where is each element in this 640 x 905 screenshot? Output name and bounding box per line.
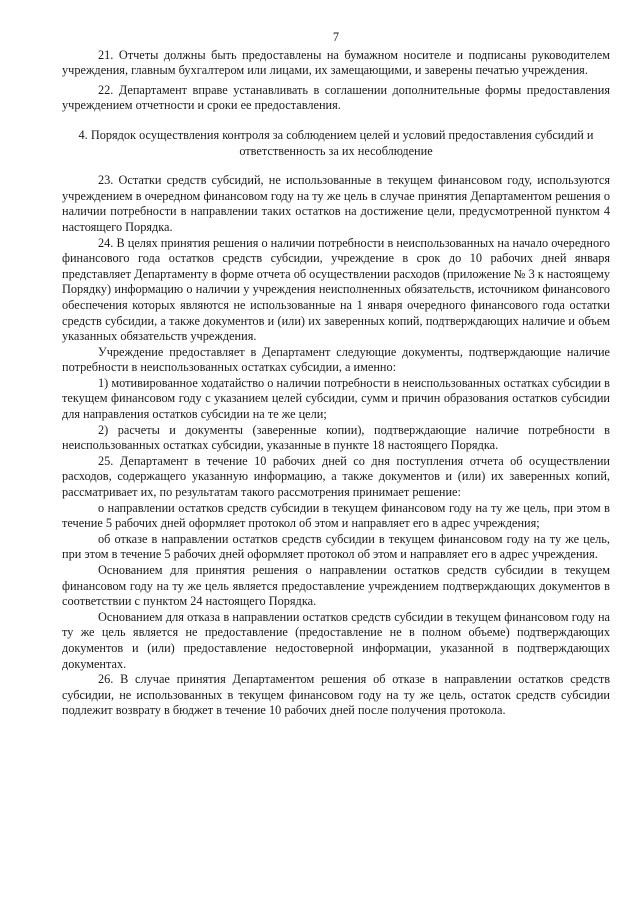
paragraph-25: 25. Департамент в течение 10 рабочих дней со дня поступления отчета об осуществлении расходов, содержащего указанную информацию, а также документов и (или) их заверенных копий, рассматривает их, по результатам такого рассмотрения принимает решение:	[62, 453, 610, 500]
paragraph-26: 26. В случае принятия Департаментом решения об отказе в направлении остатков средств субсидии, не использованных в текущем финансовом году на ту же цель, остаток средств субсидии подлежит возврату в бюджет в течение 10 рабочих дней после получения протокола.	[62, 672, 610, 718]
document-page	[62, 30, 610, 719]
paragraph-21: 21. Отчеты должны быть предоставлены на бумажном носителе и подписаны руководителем учреждения, главным бухгалтером или лицами, их замещающими, и заверены печатью учреждения.	[62, 47, 610, 78]
paragraph-list-item-1: 1) мотивированное ходатайство о наличии потребности в неиспользованных остатках субсидии в текущем финансовом году с указанием целей субсидии, сумм и причин образования остатков субсидии для направления остатков субсидии на те же цели;	[62, 375, 610, 422]
paragraph-list-item-2: 2) расчеты и документы (заверенные копии), подтверждающие наличие потребности в неиспользованных остатках субсидии, указанные в пункте 18 настоящего Порядка.	[62, 422, 610, 453]
paragraph-refuse-basis: Основанием для отказа в направлении остатков средств субсидии в текущем финансовом году на ту же цель является не предоставление (предоставление не в полном объеме) подтверждающих документов и (или) предоставление недостоверной информации, указанной в подтверждающих документах.	[62, 609, 610, 671]
paragraph-22: 22. Департамент вправе устанавливать в соглашении дополнительные формы предоставления учреждением отчетности и сроки ее предоставления.	[62, 82, 610, 113]
page-number: 7	[332, 30, 340, 44]
paragraph-decision-approve: о направлении остатков средств субсидии в текущем финансовом году на ту же цель, при этом в течение 5 рабочих дней оформляет протокол об этом и направляет его в адрес учреждения;	[62, 500, 610, 531]
paragraph-decision-refuse: об отказе в направлении остатков средств субсидии в текущем финансовом году на ту же цель, при этом в течение 5 рабочих дней оформляет протокол об этом и направляет его в адрес учреждения.	[62, 531, 610, 562]
paragraph-23: 23. Остатки средств субсидий, не использованные в текущем финансовом году, используются учреждением в очередном финансовом году на ту же цель в случае принятия Департаментом решения о наличии потребности в направлении таких остатков на достижение цели, предусмотренной пунктом 4 настоящего Порядка.	[62, 173, 610, 234]
section-heading: 4. Порядок осуществления контроля за соблюдением целей и условий предоставления субсидий и ответственность за их несоблюдение	[78, 127, 594, 158]
paragraph-24: 24. В целях принятия решения о наличии потребности в неиспользованных на начало очередного финансового года остатков средств субсидии, учреждение в срок до 10 рабочих дней января представляет Департаменту в форме отчета об осуществлении расходов (приложение № 3 к настоящему Порядку) информацию о наличии у учреждения неисполненных обязательств, источником финансового обеспечения которых являются не использованные на 1 января очередного финансового года остатки средств субсидии, а также документов и (или) их заверенных копий, подтверждающих наличие и объем указанных обязательств учреждения.	[62, 235, 610, 344]
paragraph-documents-intro: Учреждение предоставляет в Департамент следующие документы, подтверждающие наличие потребности в неиспользованных остатках субсидии, а именно:	[62, 344, 610, 375]
paragraph-approve-basis: Основанием для принятия решения о направлении остатков средств субсидии в текущем финансовом году на ту же цель является предоставление учреждением подтверждающих документов в соответствии с пунктом 24 настоящего Порядка.	[62, 563, 610, 609]
